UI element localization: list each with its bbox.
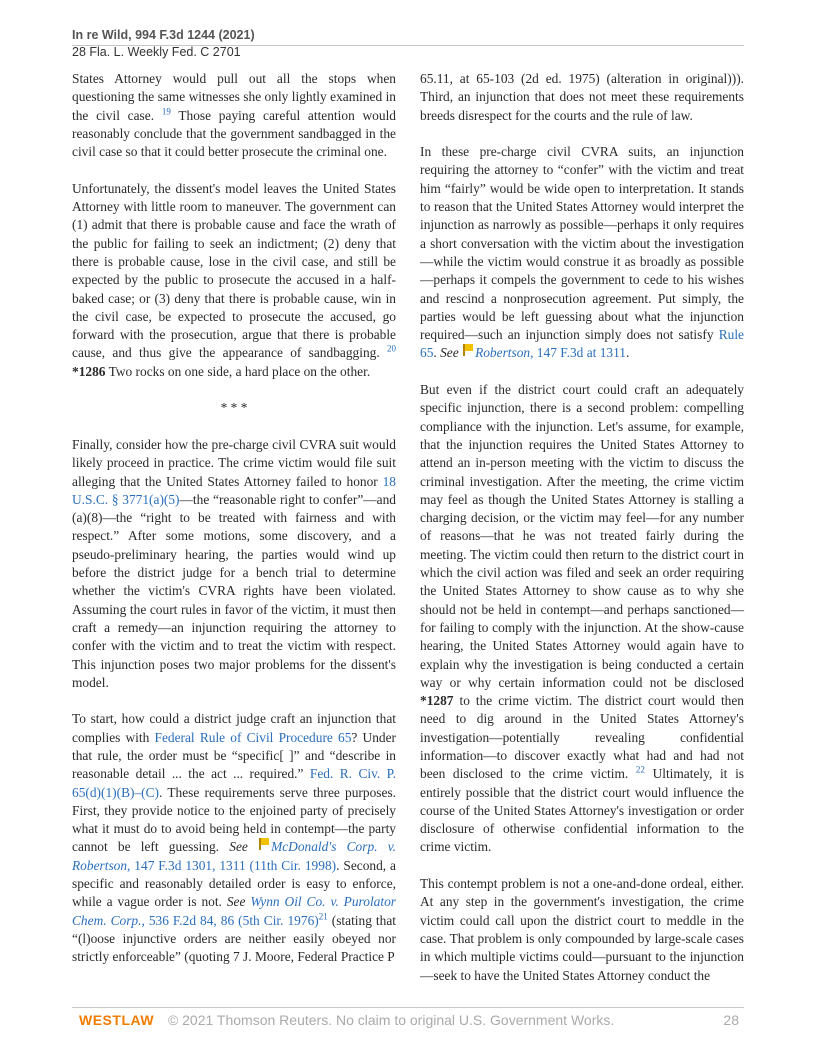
paragraph: This contempt problem is not a one-and-done ordeal, either. At any step in the government's investigation, the crime victim could call upon the district court to meddle in the case. That problem is only compounded by large-scale cases in which multiple victims could—pursuant to the injunction—seek to have the United States Attorney conduct the <box>420 876 744 983</box>
paragraph: Unfortunately, the dissent's model leaves the United States Attorney with little room to maneuver. The government can (1) admit that there is probable cause and face the wrath of the public for failing to seek an indictment; (2) deny that there is probable cause, lose in the civil case, and still be expected by the public to prosecute the accused in a half-baked case; or (3) deny that there is probable cause, win in the civil case, be expected to prosecute the accused, go forward with the prosecution, argue that there is probable cause, and thus give the appearance of sandbagging. $^{20}$ *1286 Two rocks on one side, a hard place on the other. <box>72 180 396 379</box>
paragraph: To start, how could a district judge craft an injunction that complies with Federal Rule of Civil Procedure 65? Under that rule, the order must be “specific[ ]” and “describe in reasonable detail ... the act ... required.” Fed. R. Civ. P. 65(d)(1)(B)–(C). These requirements serve three purposes. First, they provide notice to the enjoined party of precisely what it must do to avoid being held in contempt—the party cannot be left guessing. See McDonald's Corp. v. Robertson, 147 F.3d 1301, 1311 (11th Cir. 1998). Second, a specific and reasonably detailed order is easy to enforce, while a vague order is not. See Wynn Oil Co. v. Purolator Chem. Corp., 536 F.2d 84, 86 (5th Cir. 1976)$^{21}$ (stating that “(l)oose injunctive orders are neither easily obeyed nor strictly enforceable” (quoting 7 J. Moore, Federal Practice P <box>72 711 397 965</box>
footnote-link[interactable]: 21 <box>318 911 328 922</box>
rule-link[interactable]: Fed. R. Civ. P. 65(d)(1)(B)–(C) <box>72 766 396 800</box>
copyright-notice: © 2021 Thomson Reuters. No claim to original U.S. Government Works. <box>167 1012 615 1028</box>
case-link[interactable]: Robertson, 147 F.3d at 1311 <box>475 345 626 361</box>
paragraph: But even if the district court could craft an adequately specific injunction, there is a second problem: compelling compliance with the injunction. Let's assume, for example, that the injunction requires the United States Attorney to attend an in-person meeting with the victim to discuss the criminal investigation. After the meeting, the crime victim may feel as though the United States Attorney is stalling a charging decision, or the victim may feel—for any number of reasons—that he was not treated fairly during the meeting. The victim could then return to the district court in which the civil action was filed and seek an order requiring the United States Attorney to show cause as to why she should not be held in contempt—and perhaps sanctioned—for failing to comply with the injunction. At the show-cause hearing, the United States Attorney would again have to explain why the investigation is being conducted a certain way or why certain information could not be disclosed *1287 to the crime victim. The district court would then need to dig around in the United States Attorney's investigation—potentially revealing confidential information—to discover exactly what had and had not been disclosed to the crime victim. $^{22}$ Ultimately, it is entirely possible that the district court would influence the course of the United States Attorney's investigation or order disclosure of otherwise confidential information to the crime victim. <box>420 382 744 855</box>
case-citation: 28 Fla. L. Weekly Fed. C 2701 <box>72 45 241 59</box>
rule-link[interactable]: Federal Rule of Civil Procedure 65 <box>154 729 352 745</box>
paragraph: States Attorney would pull out all the stops when questioning the same witnesses she only lightly examined in the civil case. $^{19}$ Those paying careful attention would reasonably conclude that the government sandbagged in the civil case so that it could better prosecute the criminal one. <box>72 71 396 160</box>
star-page: *1287 <box>420 693 454 709</box>
paragraph: 65.11, at 65-103 (2d ed. 1975) (alteration in original))). Third, an injunction that does not meet these requirements breeds disrespect for the courts and the rule of law. <box>420 71 744 123</box>
page-footer <box>79 1012 739 1028</box>
paragraph: In these pre-charge civil CVRA suits, an injunction requiring the attorney to “confer” with the victim and treat him “fairly” would be wide open to interpretation. It stands to reason that the United States Attorney would interpret the injunction as narrowly as possible—perhaps it only requires a short conversation with the victim about the investigation—while the victim would construe it as broadly as possible—perhaps it compels the government to cede to his wishes and rescind a nonprosecution agreement. Put simply, the parties would be left guessing about what the injunction required—such an injunction simply does not satisfy Rule 65. See Robertson, 147 F.3d at 1311. <box>420 144 744 361</box>
right-column <box>420 70 744 1003</box>
case-title: In re Wild, 994 F.3d 1244 (2021) <box>72 28 255 42</box>
case-link[interactable]: McDonald's Corp. v. Robertson, 147 F.3d 1301, 1311 (11th Cir. 1998) <box>72 839 397 873</box>
paragraph: Finally, consider how the pre-charge civil CVRA suit would likely proceed in practice. The crime victim would file suit alleging that the United States Attorney failed to honor 18 U.S.C. § 3771(a)(5)—the “reasonable right to confer”—and (a)(8)—the “right to be treated with fairness and with respect.” After some motions, some discovery, and a pseudo-preliminary hearing, the parties would wind up before the district judge for a bench trial to determine whether the victim's CVRA rights have been violated. Assuming the court rules in favor of the victim, it must then craft a remedy—an injunction requiring the attorney to confer with the victim and to treat the victim with respect. This injunction poses two major problems for the dissent's model. <box>72 436 396 690</box>
footer-divider <box>72 1007 744 1008</box>
case-link[interactable]: Wynn Oil Co. v. Purolator Chem. Corp., 536 F.2d 84, 86 (5th Cir. 1976) <box>72 894 396 928</box>
statute-link[interactable]: 18 U.S.C. § 3771(a)(5) <box>72 473 396 507</box>
footnote-link[interactable]: 22 <box>635 764 645 775</box>
page-number: 28 <box>723 1012 739 1028</box>
footnote-link[interactable]: 20 <box>387 343 396 354</box>
flag-icon[interactable] <box>258 838 269 850</box>
page-header <box>72 27 744 60</box>
footnote-link[interactable]: 19 <box>161 106 171 117</box>
section-break: * * * <box>220 400 248 416</box>
header-divider <box>72 45 744 46</box>
star-page: *1286 <box>72 363 106 379</box>
left-column <box>72 70 396 985</box>
rule-link[interactable]: Rule 65 <box>420 327 744 361</box>
westlaw-logo: WESTLAW <box>79 1012 155 1028</box>
flag-icon[interactable] <box>462 344 473 356</box>
